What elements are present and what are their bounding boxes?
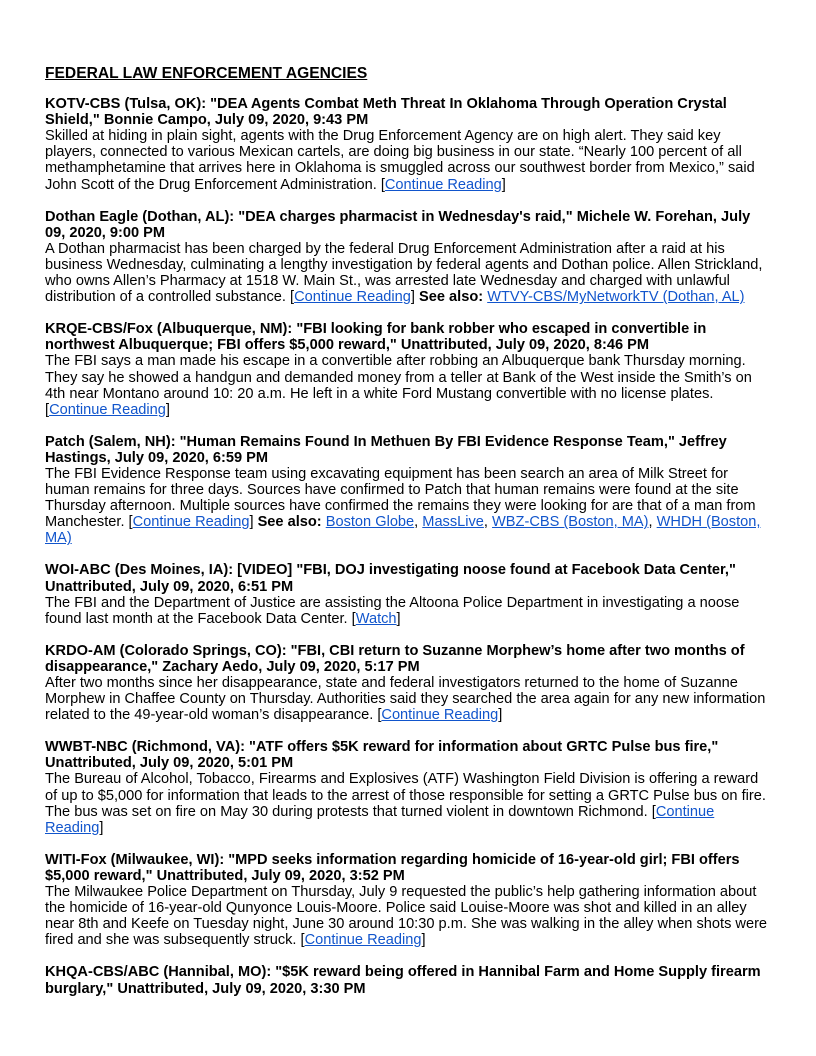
article-body: A Dothan pharmacist has been charged by the federal Drug Enforcement Administration after a raid at his business Wednesday, culminating a lengthy investigation by federal agents and Dothan police. Allen Strickland, who owns Allen’s Pharmacy at 1518 W. Main St., was arrested late Wednesday and charged with unlawful distribution of a controlled substance. [Continue Reading] See also: WTVY-CBS/MyNetworkTV (Dothan, AL) [45, 240, 763, 306]
continue-reading-link[interactable]: Continue Reading [384, 176, 502, 193]
article-headline: Dothan Eagle (Dothan, AL): "DEA charges pharmacist in Wednesday's raid," Michele W. Forehan, July 09, 2020, 9:00 PM [45, 208, 751, 241]
continue-reading-link[interactable]: Continue Reading [132, 514, 250, 531]
article-summary: Skilled at hiding in plain sight, agents with the Drug Enforcement Agency are on high alert. They said key players, connected to various Mexican cartels, are doing big business in our state. “Nearly 100 percent of all methamphetamine that arrives here in Oklahoma is smuggled across our southwest border from Mexico,” said John Scott of the Drug Enforcement Administration. [45, 128, 755, 193]
article-body: The Milwaukee Police Department on Thursday, July 9 requested the public’s help gathering information about the homicide of 16-year-old Qunyonce Louis-Moore. Police said Louise-Moore was shot and killed in an alley near 8th and Keefe on Tuesday night, June 30 around 10:30 p.m. She was walking in the alley when shots were fired and she was subsequently struck. [Continue Reading] [45, 884, 768, 949]
article [45, 434, 772, 547]
see-also-link[interactable]: WBZ-CBS (Boston, MA) [492, 514, 649, 531]
continue-reading-link[interactable]: Continue Reading [304, 932, 422, 949]
article-summary: The Milwaukee Police Department on Thursday, July 9 requested the public’s help gathering information about the homicide of 16-year-old Qunyonce Louis-Moore. Police said Louise-Moore was shot and killed in an alley near 8th and Keefe on Tuesday night, June 30 around 10:30 p.m. She was walking in the alley when shots were fired and she was subsequently struck. [45, 884, 768, 949]
article-summary: The FBI says a man made his escape in a convertible after robbing an Albuquerque bank Thursday morning. They say he showed a handgun and demanded money from a teller at Bank of the West inside the Smith’s on 4th near Montano around 10: 20 a.m. He left in a white Ford Mustang convertible with no license plates. [45, 353, 752, 402]
document-page [45, 66, 772, 1013]
article [45, 739, 772, 836]
continue-reading-link[interactable]: Continue Reading [294, 289, 411, 306]
article [45, 643, 772, 723]
continue-reading-link[interactable]: Continue Reading [45, 803, 715, 836]
article-body: The FBI and the Department of Justice are assisting the Altoona Police Department in investigating a noose found last month at the Facebook Data Center. [Watch] [45, 594, 740, 627]
section-title: FEDERAL LAW ENFORCEMENT AGENCIES [45, 65, 368, 82]
article-body: The FBI says a man made his escape in a convertible after robbing an Albuquerque bank Thursday morning. They say he showed a handgun and demanded money from a teller at Bank of the West inside the Smith’s on 4th near Montano around 10: 20 a.m. He left in a white Ford Mustang convertible with no license plates. [Continue Reading] [45, 353, 752, 418]
see-also-link[interactable]: WTVY-CBS/MyNetworkTV (Dothan, AL) [487, 289, 745, 306]
article [45, 562, 772, 626]
article-headline: WOI-ABC (Des Moines, IA): [VIDEO] "FBI, DOJ investigating noose found at Facebook Data Center," Unattributed, July 09, 2020, 6:51 PM [45, 562, 736, 595]
continue-reading-link[interactable]: Continue Reading [381, 707, 499, 724]
see-also-link[interactable]: MassLive [422, 514, 484, 531]
article-summary: The FBI and the Department of Justice are assisting the Altoona Police Department in investigating a noose found last month at the Facebook Data Center. [45, 594, 740, 627]
article-headline: WITI-Fox (Milwaukee, WI): "MPD seeks information regarding homicide of 16-year-old girl; FBI offers $5,000 reward," Unattributed, July 09, 2020, 3:52 PM [45, 851, 740, 884]
article-headline: KRQE-CBS/Fox (Albuquerque, NM): "FBI looking for bank robber who escaped in convertible in northwest Albuquerque; FBI offers $5,000 reward," Unattributed, July 09, 2020, 8:46 PM [45, 321, 707, 354]
article-summary: The Bureau of Alcohol, Tobacco, Firearms and Explosives (ATF) Washington Field Division is offering a reward of up to $5,000 for information that leads to the arrest of those responsible for setting a GRTC Pulse bus on fire. The bus was set on fire on May 30 during protests that turned violent in downtown Richmond. [45, 771, 766, 820]
article [45, 209, 772, 306]
article-headline: KOTV-CBS (Tulsa, OK): "DEA Agents Combat Meth Threat In Oklahoma Through Operation Crystal Shield," Bonnie Campo, July 09, 2020, 9:43 PM [45, 96, 727, 129]
article [45, 96, 772, 193]
continue-reading-link[interactable]: Watch [355, 610, 397, 627]
see-also-link[interactable]: Boston Globe [325, 514, 415, 531]
article-body: After two months since her disappearance, state and federal investigators returned to the home of Suzanne Morphew in Chaffee County on Thursday. Authorities said they searched the area again for any new information related to the 49-year-old woman’s disappearance. [Continue Reading] [45, 675, 766, 724]
see-also-label: See also: [257, 514, 322, 531]
article-summary: The FBI Evidence Response team using excavating equipment has been search an area of Milk Street for human remains for three days. Sources have confirmed to Patch that human remains were found at the site Thursday afternoon. Multiple sources have confirmed the remains they were looking for are that of a man from Manchester. [45, 465, 756, 531]
continue-reading-link[interactable]: Continue Reading [49, 401, 166, 418]
article-summary: A Dothan pharmacist has been charged by the federal Drug Enforcement Administration after a raid at his business Wednesday, culminating a lengthy investigation by federal agents and Dothan police. Allen Strickland, who owns Allen’s Pharmacy at 1518 W. Main St., was arrested late Wednesday and charged with unlawful distribution of a controlled substance. [45, 240, 763, 306]
article [45, 852, 772, 949]
article-headline: WWBT-NBC (Richmond, VA): "ATF offers $5K reward for information about GRTC Pulse bus fire," Unattributed, July 09, 2020, 5:01 PM [45, 739, 719, 772]
see-also-link[interactable]: WHDH (Boston, MA) [45, 514, 761, 547]
article-headline: KRDO-AM (Colorado Springs, CO): "FBI, CBI return to Suzanne Morphew’s home after two months of disappearance," Zachary Aedo, July 09, 2020, 5:17 PM [45, 642, 745, 675]
see-also-label: See also: [419, 289, 484, 306]
article-body: Skilled at hiding in plain sight, agents with the Drug Enforcement Agency are on high alert. They said key players, connected to various Mexican cartels, are doing big business in our state. “Nearly 100 percent of all methamphetamine that arrives here in Oklahoma is smuggled across our southwest border from Mexico,” said John Scott of the Drug Enforcement Administration. [Continue Reading] [45, 128, 755, 193]
article-body: The FBI Evidence Response team using excavating equipment has been search an area of Milk Street for human remains for three days. Sources have confirmed to Patch that human remains were found at the site Thursday afternoon. Multiple sources have confirmed the remains they were looking for are that of a man from Manchester. [Continue Reading] See also: Boston Globe, MassLive, WBZ-CBS (Boston, MA), WHDH (Boston, MA) [45, 465, 761, 547]
article-list [45, 96, 772, 997]
article-summary: After two months since her disappearance, state and federal investigators returned to the home of Suzanne Morphew in Chaffee County on Thursday. Authorities said they searched the area again for any new information related to the 49-year-old woman’s disappearance. [45, 675, 766, 724]
article [45, 321, 772, 418]
article [45, 964, 772, 996]
article-headline: Patch (Salem, NH): "Human Remains Found In Methuen By FBI Evidence Response Team," Jeffrey Hastings, July 09, 2020, 6:59 PM [45, 433, 727, 466]
article-body: The Bureau of Alcohol, Tobacco, Firearms and Explosives (ATF) Washington Field Division is offering a reward of up to $5,000 for information that leads to the arrest of those responsible for setting a GRTC Pulse bus on fire. The bus was set on fire on May 30 during protests that turned violent in downtown Richmond. [Continue Reading] [45, 771, 766, 836]
article-headline: KHQA-CBS/ABC (Hannibal, MO): "$5K reward being offered in Hannibal Farm and Home Supply firearm burglary," Unattributed, July 09, 2020, 3:30 PM [45, 964, 761, 997]
